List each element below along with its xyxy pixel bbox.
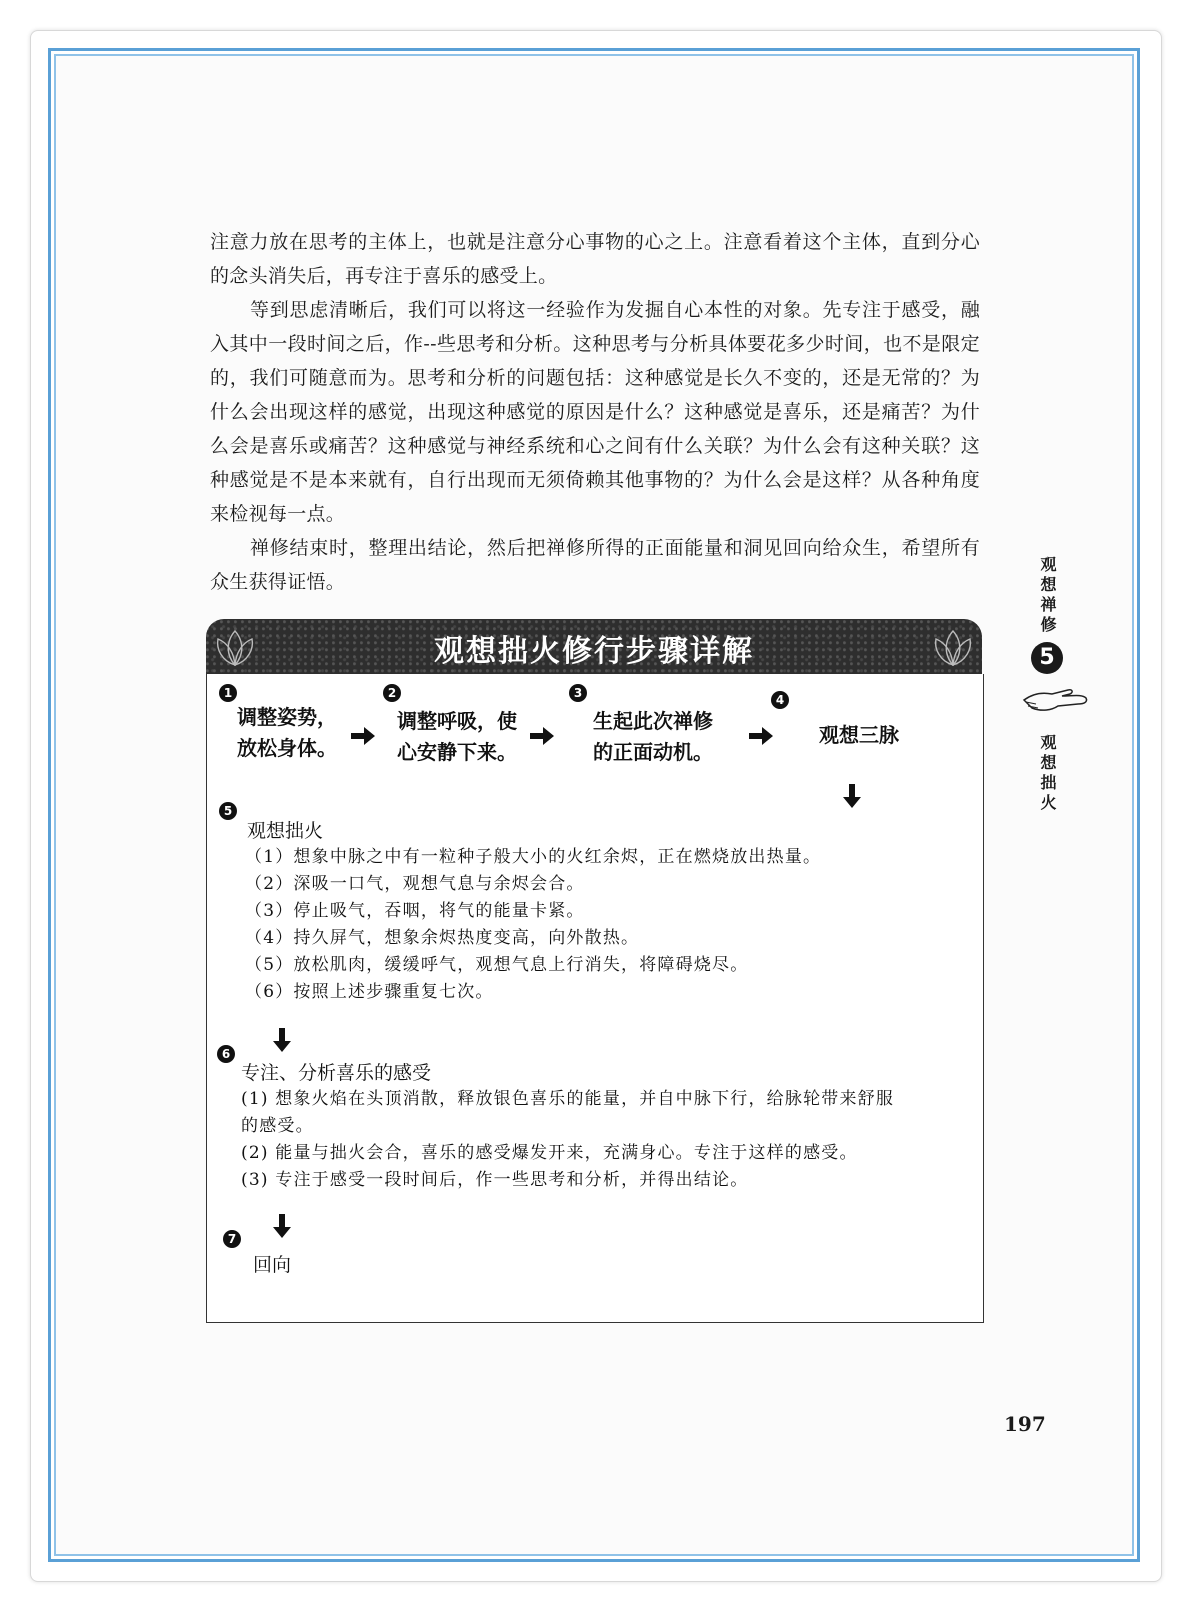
section-6-list <box>241 1086 901 1194</box>
section-6-title: 专注、分析喜乐的感受 <box>241 1062 432 1084</box>
section-5-list <box>245 844 975 1006</box>
arrow-down-icon <box>273 1214 291 1238</box>
list-item: (1) 想象火焰在头顶消散，释放银色喜乐的能量，并自中脉下行，给脉轮带来舒服的感受。 <box>241 1089 895 1136</box>
step-number-4: 4 <box>771 691 789 709</box>
arrow-right-icon <box>749 727 773 745</box>
step-number-5: 5 <box>219 802 237 820</box>
step-4-text: 观想三脉 <box>819 723 899 747</box>
step-2-text: 调整呼吸，使心安静下来。 <box>397 709 517 764</box>
step-number-2: 2 <box>383 684 401 702</box>
steps-box <box>206 674 984 1323</box>
section-7-title: 回向 <box>253 1254 292 1276</box>
step-number-7: 7 <box>223 1230 241 1248</box>
section-title: 观想拙火 <box>1038 734 1057 814</box>
step-number-3: 3 <box>569 684 587 702</box>
step-number-1: 1 <box>219 684 237 702</box>
chapter-side-tab <box>1022 556 1072 814</box>
list-item: （1）想象中脉之中有一粒种子般大小的火红余烬，正在燃烧放出热量。 <box>245 847 822 867</box>
arrow-right-icon <box>351 727 375 745</box>
step-number-6: 6 <box>217 1045 235 1063</box>
chapter-title: 观想禅修 <box>1038 556 1057 636</box>
list-item: (2) 能量与拙火会合，喜乐的感受爆发开来，充满身心。专注于这样的感受。 <box>241 1143 858 1163</box>
list-item: （6）按照上述步骤重复七次。 <box>245 982 494 1002</box>
lotus-icon <box>930 625 976 669</box>
box-title: 观想拙火修行步骤详解 <box>434 634 754 669</box>
arrow-down-icon <box>273 1028 291 1052</box>
chapter-number-badge: 5 <box>1031 642 1063 674</box>
list-item: (3) 专注于感受一段时间后，作一些思考和分析，并得出结论。 <box>241 1170 749 1190</box>
list-item: （4）持久屏气，想象余烬热度变高，向外散热。 <box>245 928 640 948</box>
paragraph-1: 注意力放在思考的主体上，也就是注意分心事物的心之上。注意看着这个主体，直到分心的念头消失后，再专注于喜乐的感受上。 <box>210 231 980 287</box>
paragraph-2: 等到思虑清晰后，我们可以将这一经验作为发掘自心本性的对象。先专注于感受，融入其中一段时间之后，作--些思考和分析。这种思考与分析具体要花多少时间，也不是限定的，我们可随意而为。思考和分析的问题包括：这种感觉是长久不变的，还是无常的？为什么会出现这样的感觉，出现这种感觉的原因是什么？这种感觉是喜乐，还是痛苦？为什么会是喜乐或痛苦？这种感觉与神经系统和心之间有什么关联？为什么会有这种关联？这种感觉是不是本来就有，自行出现而无须倚赖其他事物的？为什么会是这样？从各种角度来检视每一点。 <box>210 299 980 525</box>
hand-icon <box>1022 682 1092 716</box>
list-item: （3）停止吸气，吞咽，将气的能量卡紧。 <box>245 901 585 921</box>
page-number: 197 <box>1004 1412 1046 1436</box>
paragraph-3: 禅修结束时，整理出结论，然后把禅修所得的正面能量和洞见回向给众生，希望所有众生获得证悟。 <box>210 537 980 593</box>
section-5-title: 观想拙火 <box>247 820 324 842</box>
arrow-down-icon <box>843 784 861 808</box>
body-text <box>210 225 980 599</box>
step-3-text: 生起此次禅修的正面动机。 <box>593 709 713 764</box>
list-item: （5）放松肌肉，缓缓呼气，观想气息上行消失，将障碍烧尽。 <box>245 955 749 975</box>
box-title-banner <box>206 619 982 674</box>
arrow-right-icon <box>530 727 554 745</box>
list-item: （2）深吸一口气，观想气息与余烬会合。 <box>245 874 585 894</box>
step-1-text: 调整姿势，放松身体。 <box>237 705 337 760</box>
